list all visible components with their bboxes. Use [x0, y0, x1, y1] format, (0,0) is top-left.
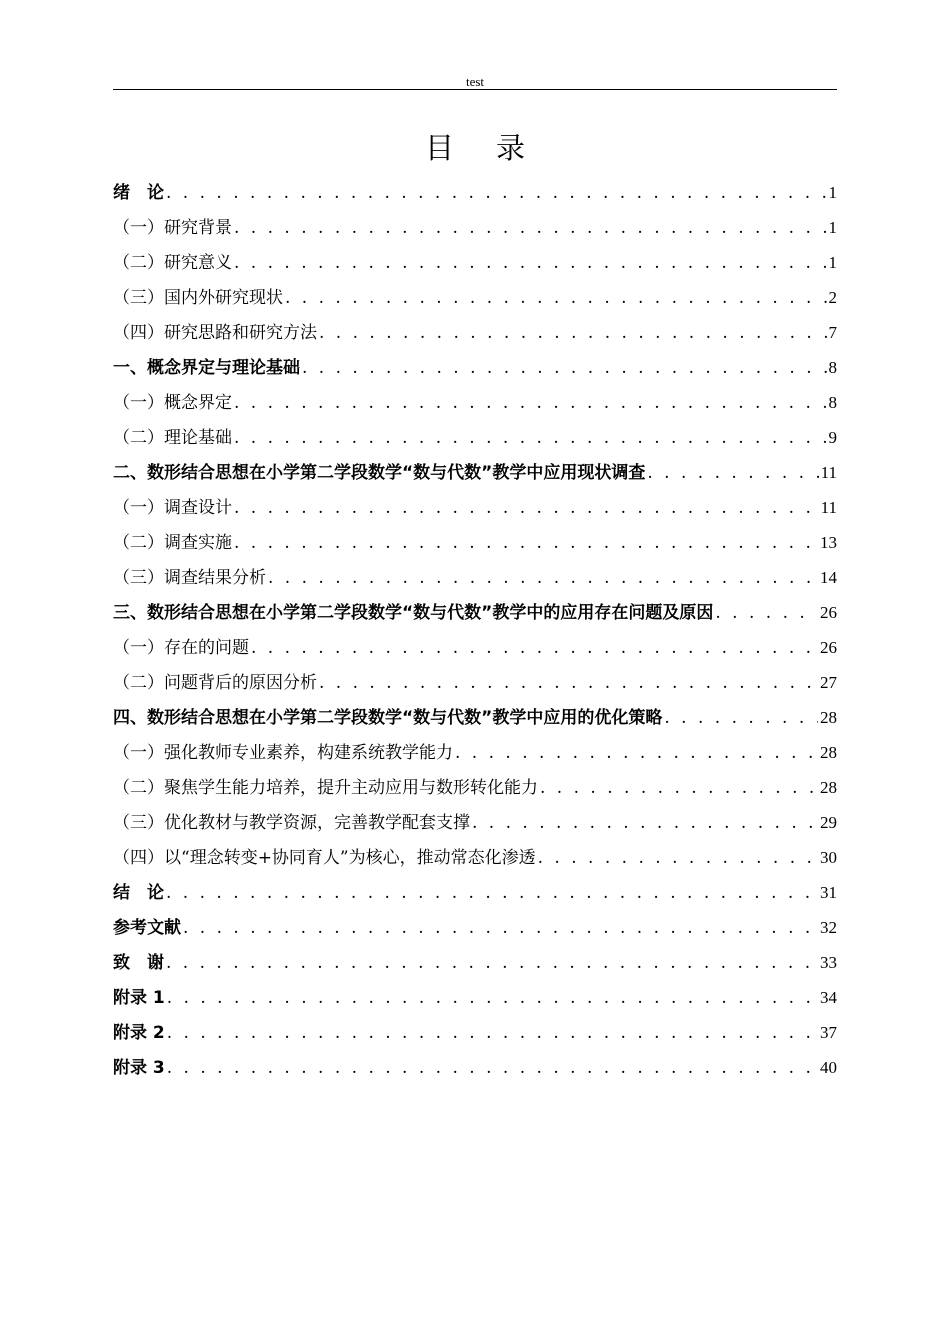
toc-dot-leader: [167, 1016, 818, 1051]
toc-entry-page-number: 26: [820, 638, 837, 657]
toc-entry-page-number: 2: [828, 288, 837, 307]
toc-entry[interactable]: [113, 980, 837, 1015]
toc-entry-label: （三）国内外研究现状: [113, 288, 283, 308]
toc-entry-page-number: 1: [828, 253, 837, 272]
toc-entry[interactable]: [113, 525, 837, 560]
toc-dot-leader: [715, 596, 818, 631]
toc-entry[interactable]: [113, 770, 837, 805]
header-rule: [113, 89, 837, 90]
toc-entry-page-number: 1: [828, 183, 837, 202]
toc-entry[interactable]: [113, 875, 837, 910]
toc-dot-leader: [183, 911, 818, 946]
toc-entry-label: （一）强化教师专业素养，构建系统教学能力: [113, 743, 453, 763]
toc-dot-leader: [540, 771, 818, 806]
toc-dot-leader: [166, 946, 818, 981]
toc-entry[interactable]: [113, 700, 837, 735]
toc-entry-page-number: 11: [820, 498, 837, 517]
toc-entry-label: （四）研究思路和研究方法: [113, 323, 317, 343]
toc-dot-leader: [319, 666, 818, 701]
toc-entry[interactable]: [113, 490, 837, 525]
toc-entry-label: （四）以“理念转变+协同育人”为核心，推动常态化渗透: [113, 848, 536, 868]
toc-entry-page-number: 28: [820, 778, 837, 797]
toc-entry-page-number: 28: [820, 708, 837, 727]
toc-entry-label: 附录 2: [113, 1023, 165, 1043]
toc-dot-leader: [647, 456, 818, 491]
toc-entry-label: 二、数形结合思想在小学第二学段数学“数与代数”教学中应用现状调查: [113, 463, 646, 483]
toc-entry-page-number: 1: [828, 218, 837, 237]
toc-entry[interactable]: [113, 385, 837, 420]
toc-entry-label: （一）概念界定: [113, 393, 232, 413]
toc-entry-label: （二）调查实施: [113, 533, 232, 553]
toc-entry-label: （二）研究意义: [113, 253, 232, 273]
toc-dot-leader: [167, 1051, 818, 1086]
toc-entry-label: 四、数形结合思想在小学第二学段数学“数与代数”教学中应用的优化策略: [113, 708, 663, 728]
toc-entry-label: 附录 3: [113, 1058, 165, 1078]
toc-entry-page-number: 40: [820, 1058, 837, 1077]
toc-entry-page-number: 14: [820, 568, 837, 587]
toc-entry-label: 三、数形结合思想在小学第二学段数学“数与代数”教学中的应用存在问题及原因: [113, 603, 714, 623]
toc-entry[interactable]: [113, 315, 837, 350]
toc-entry[interactable]: [113, 735, 837, 770]
toc-dot-leader: [302, 351, 827, 386]
toc-dot-leader: [285, 281, 827, 316]
toc-entry[interactable]: [113, 1050, 837, 1085]
toc-entry[interactable]: [113, 420, 837, 455]
toc-entry[interactable]: [113, 595, 837, 630]
toc-entry-label: （一）调查设计: [113, 498, 232, 518]
toc-entry-page-number: 30: [820, 848, 837, 867]
toc-entry-label: 附录 1: [113, 988, 165, 1008]
toc-entry-label: 致 谢: [113, 953, 164, 973]
toc-entry[interactable]: [113, 665, 837, 700]
toc-entry-page-number: 26: [820, 603, 837, 622]
toc-entry-page-number: 7: [828, 323, 837, 342]
toc-entry[interactable]: [113, 350, 837, 385]
toc-entry-page-number: 33: [820, 953, 837, 972]
toc-entry-page-number: 8: [828, 358, 837, 377]
page-header: test: [465, 74, 485, 89]
toc-entry[interactable]: [113, 175, 837, 210]
toc-entry[interactable]: [113, 910, 837, 945]
toc-dot-leader: [234, 491, 819, 526]
toc-entry-page-number: 29: [820, 813, 837, 832]
toc-entry[interactable]: [113, 210, 837, 245]
toc-entry-page-number: 28: [820, 743, 837, 762]
toc-entry[interactable]: [113, 840, 837, 875]
toc-dot-leader: [167, 981, 818, 1016]
toc-entry-label: （二）理论基础: [113, 428, 232, 448]
toc-entry[interactable]: [113, 560, 837, 595]
toc-entry[interactable]: [113, 945, 837, 980]
toc-dot-leader: [234, 246, 827, 281]
toc-dot-leader: [319, 316, 827, 351]
toc-entry[interactable]: [113, 1015, 837, 1050]
toc-entry-page-number: 27: [820, 673, 837, 692]
toc-entry-label: （一）存在的问题: [113, 638, 249, 658]
toc-entry-page-number: 8: [828, 393, 837, 412]
toc-dot-leader: [234, 386, 827, 421]
toc-dot-leader: [538, 841, 818, 876]
toc-entry[interactable]: [113, 630, 837, 665]
toc-entry-label: （一）研究背景: [113, 218, 232, 238]
toc-dot-leader: [251, 631, 818, 666]
toc-entry-page-number: 13: [820, 533, 837, 552]
toc-dot-leader: [472, 806, 818, 841]
toc-entry-page-number: 31: [820, 883, 837, 902]
toc-entry-label: 结 论: [113, 883, 164, 903]
toc-dot-leader: [664, 701, 818, 736]
toc-entry-label: 一、概念界定与理论基础: [113, 358, 300, 378]
toc-dot-leader: [455, 736, 818, 771]
toc-entry-page-number: 37: [820, 1023, 837, 1042]
toc-entry-label: 参考文献: [113, 918, 181, 938]
toc-entry-page-number: 34: [820, 988, 837, 1007]
toc-entry-label: （三）优化教材与教学资源，完善教学配套支撑: [113, 813, 470, 833]
toc-entry-page-number: 11: [820, 463, 837, 482]
toc-dot-leader: [234, 211, 827, 246]
toc-entry-label: （二）问题背后的原因分析: [113, 673, 317, 693]
toc-entry-label: （二）聚焦学生能力培养，提升主动应用与数形转化能力: [113, 778, 538, 798]
toc-entry[interactable]: [113, 245, 837, 280]
toc-entry-page-number: 9: [828, 428, 837, 447]
toc-dot-leader: [234, 526, 818, 561]
toc-entry-label: （三）调查结果分析: [113, 568, 266, 588]
toc-dot-leader: [166, 176, 827, 211]
toc-title: 目录: [424, 131, 567, 165]
toc-dot-leader: [166, 876, 818, 911]
toc-entry-page-number: 32: [820, 918, 837, 937]
toc-entry[interactable]: [113, 280, 837, 315]
toc-entry[interactable]: [113, 805, 837, 840]
toc-entry-label: 绪 论: [113, 183, 164, 203]
toc-dot-leader: [234, 421, 827, 456]
table-of-contents: [113, 175, 837, 1085]
toc-dot-leader: [268, 561, 818, 596]
toc-entry[interactable]: [113, 455, 837, 490]
